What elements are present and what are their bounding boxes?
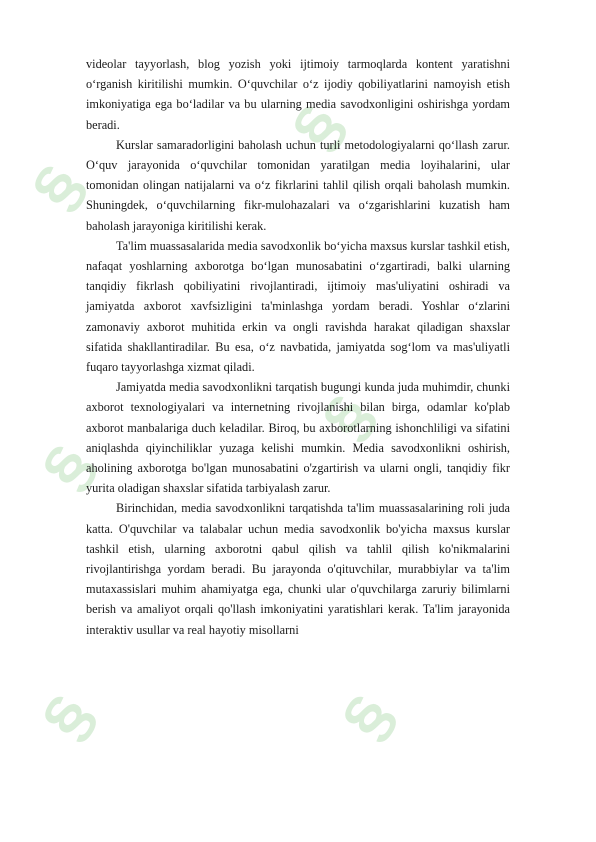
watermark-logo: § <box>307 382 388 452</box>
paragraph-2: Kurslar samaradorligini baholash uchun turli metodologiyalarni qo‘llash zarur. O‘quv jarayonida o‘quvchilar tomonidan yaratilgan media loyihalarini, ular tomonidan olingan natijalarni va o‘z fikrlarini tahlil qilish orqali baholash mumkin. Shuningdek, o‘quvchilarning fikr-mulohazalari va o‘zgarishlarini kuzatish ham baholash jarayoniga kiritilishi kerak. <box>86 137 510 233</box>
watermark-logo: § <box>27 682 108 752</box>
watermark-logo: § <box>17 152 98 222</box>
watermark-logo: § <box>27 432 108 502</box>
watermark-logo: § <box>277 92 358 162</box>
document-body <box>86 54 510 640</box>
watermark-logo: § <box>327 682 408 752</box>
paragraph-5: Birinchidan, media savodxonlikni tarqatishda ta'lim muassasalarining roli juda katta. O'quvchilar va talabalar uchun media savodxonlik bo'yicha maxsus kurslar tashkil etish, ularning axborotni qabul qilish va tahlil qilish ko'nikmalarini rivojlantirishga yordam beradi. Bu jarayonda o'qituvchilar, murabbiylar va ta'lim mutaxassislari muhim ahamiyatga ega, chunki ular o'quvchilarga zaruriy bilimlarni berish va amaliyot orqali qo'llash imkoniyatini yaratishlari kerak. Ta'lim jarayonida interaktiv usullar va real hayotiy misollarni <box>86 501 510 637</box>
paragraph-3: Ta'lim muassasalarida media savodxonlik bo‘yicha maxsus kurslar tashkil etish, nafaqat yoshlarning axborotga bo‘lgan munosabatini o‘zgartiradi, balki ularning tanqidiy fikrlash qobiliyatini rivojlantiradi, ijtimoiy mas'uliyatini oshiradi va jamiyatda axborot xavfsizligini ta'minlashga yordam beradi. Yoshlar o‘zlarini zamonaviy axborot muhitida erkin va ongli ravishda harakat qiladigan shaxslar sifatida shakllantiradilar. Bu esa, o‘z navbatida, jamiyatda sog‘lom va mas'uliyatli fuqaro tayyorlashga xizmat qiladi. <box>86 238 510 375</box>
paragraph-4: Jamiyatda media savodxonlikni tarqatish bugungi kunda juda muhimdir, chunki axborot texnologiyalari va internetning rivojlanishi bilan birga, odamlar ko'plab axborot manbalariga duch keladilar. Biroq, bu axborotlarning ishonchliligi va sifatini aniqlashda qiyinchiliklar yuzaga kelishi mumkin. Media savodxonlikni oshirish, aholining axborotga bo'lgan munosabatini o'zgartirish va ularni ongli, tanqidiy fikr yurita oladigan shaxslar sifatida tarbiyalash zarur. <box>86 380 510 496</box>
paragraph-1: videolar tayyorlash, blog yozish yoki ijtimoiy tarmoqlarda kontent yaratishni o‘rganish kiritilishi mumkin. O‘quvchilar o‘z ijodiy qobiliyatlarini namoyish etish imkoniyatiga ega bo‘ladilar va bu ularning media savodxonligini oshirishga yordam beradi. <box>86 57 510 132</box>
